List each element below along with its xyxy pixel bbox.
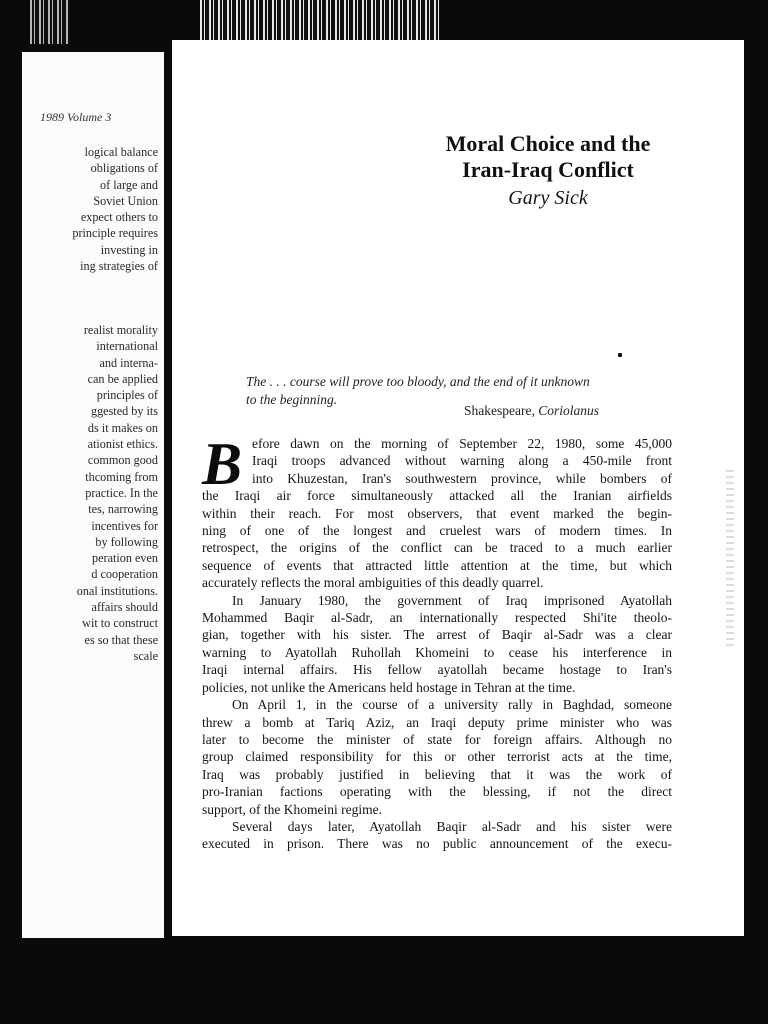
left-page-line: principle requires: [72, 226, 158, 241]
left-page-line: of large and: [100, 177, 158, 192]
scan-artifact-stripes-left: [30, 0, 70, 44]
paragraph-2-line: policies, not unlike the Americans held hostage in Tehran at the time.: [202, 679, 576, 695]
left-page-line: realist morality: [83, 323, 158, 337]
article-title: [172, 131, 744, 183]
left-page-line: incentives for: [91, 518, 158, 533]
paragraph-3-line: group claimed responsibility for this or other terrorist acts at the time,: [202, 749, 672, 765]
paragraph-1-line: the Iraqi air force simultaneously attacked all the Iranian airfields: [202, 488, 672, 504]
left-page-line: expect others to: [80, 210, 158, 225]
scan-speck: [618, 353, 622, 357]
left-page-line: logical balance: [84, 145, 158, 159]
paragraph-2-line: gian, together with his sister. The arrest of Baqir al-Sadr was a clear: [202, 627, 672, 643]
article-title-line-2: Iran-Iraq Conflict: [462, 157, 634, 182]
article-page: [172, 40, 744, 936]
left-page-line: peration even: [92, 551, 158, 566]
paragraph-2-line: Mohammed Baqir al-Sadr, an internationally respected Shi'ite theolo-: [202, 610, 672, 626]
paragraph-4-line: Several days later, Ayatollah Baqir al-Sadr and his sister were: [232, 818, 672, 834]
scan-artifact-stripes: [200, 0, 440, 44]
paragraph-2-line: Iraqi internal affairs. His fellow ayatollah became hostage to Iran's: [202, 662, 672, 678]
paragraph-1-line: efore dawn on the morning of September 22, 1980, some 45,000: [252, 436, 672, 451]
left-page-line: obligations of: [90, 161, 158, 176]
article-author: Gary Sick: [508, 187, 588, 209]
paragraph-1-line: into Khuzestan, Iran's southwestern province, while bombers of: [252, 470, 672, 486]
paragraph-1-line: within their reach. For most observers, that event marked the begin-: [202, 505, 672, 521]
paragraph-3-line: support, of the Khomeini regime.: [202, 801, 382, 817]
left-page-line: es so that these: [84, 632, 158, 647]
left-page-line: d cooperation: [91, 567, 158, 582]
left-page-line: practice. In the: [85, 485, 158, 500]
left-page-line: and interna-: [99, 355, 158, 370]
drop-cap: B: [202, 431, 243, 497]
scan-margin-artifact: [726, 470, 734, 650]
left-page-line: can be applied: [87, 371, 158, 386]
paragraph-1-line: accurately reflects the moral ambiguities of this deadly quarrel.: [202, 575, 544, 591]
left-page-line: scale: [133, 648, 158, 663]
epigraph-line-2: to the beginning.: [246, 392, 338, 407]
paragraph-1-line: ning of one of the longest and cruelest wars of modern times. In: [202, 523, 672, 539]
paragraph-3-line: threw a bomb at Tariq Aziz, an Iraqi deputy prime minister who was: [202, 714, 672, 730]
paragraph-2-line: In January 1980, the government of Iraq imprisoned Ayatollah: [232, 592, 672, 608]
left-page-line: onal institutions.: [76, 583, 158, 598]
paragraph-3-line: Iraq was probably justified in believing that it was the work of: [202, 766, 672, 782]
left-page-text-block-2: [28, 322, 158, 664]
left-page-line: Soviet Union: [93, 193, 158, 208]
left-page-line: ds it makes on: [87, 420, 158, 435]
paragraph-1-line: retrospect, the origins of the conflict can be traced to a much earlier: [202, 540, 672, 556]
scan-bottom-border: [0, 938, 768, 1024]
left-page-line: thcoming from: [85, 469, 158, 484]
article-title-line-1: Moral Choice and the: [445, 131, 651, 156]
attribution-author: Shakespeare,: [464, 403, 539, 418]
paragraph-1-line: Iraqi troops advanced without warning along a 450-mile front: [252, 453, 672, 469]
left-page-line: investing in: [100, 242, 158, 257]
paragraph-3-line: On April 1, in the course of a university rally in Baghdad, someone: [232, 697, 672, 713]
left-page-line: ing strategies of: [80, 259, 158, 274]
left-page-line: affairs should: [91, 600, 158, 615]
article-body: [202, 431, 672, 853]
left-page-line: ggested by its: [90, 404, 158, 419]
epigraph-attribution: [464, 403, 599, 419]
left-page-line: international: [96, 339, 158, 354]
left-page-line: tes, narrowing: [88, 502, 158, 517]
left-page-text-block-1: [28, 144, 158, 274]
paragraph-3-line: pro-Iranian factions operating with the blessing, if not the direct: [202, 784, 672, 800]
left-page-line: ationist ethics.: [87, 437, 158, 452]
left-page-line: by following: [95, 534, 158, 549]
left-facing-page: [22, 52, 164, 938]
left-page-line: principles of: [96, 388, 158, 403]
paragraph-2-line: warning to Ayatollah Ruhollah Khomeini to cease his interference in: [202, 644, 672, 660]
left-page-running-header: 1989 Volume 3: [40, 110, 112, 124]
paragraph-3-line: later to become the minister of state for foreign affairs. Although no: [202, 731, 672, 747]
left-page-line: common good: [87, 453, 158, 468]
epigraph-line-1: The . . . course will prove too bloody, and the end of it unknown: [246, 374, 590, 389]
paragraph-4-line: executed in prison. There was no public announcement of the execu-: [202, 836, 672, 852]
attribution-work: Coriolanus: [538, 403, 599, 418]
left-page-line: wit to construct: [82, 616, 158, 631]
paragraph-1-line: sequence of events that attracted little attention at the time, but which: [202, 557, 672, 573]
